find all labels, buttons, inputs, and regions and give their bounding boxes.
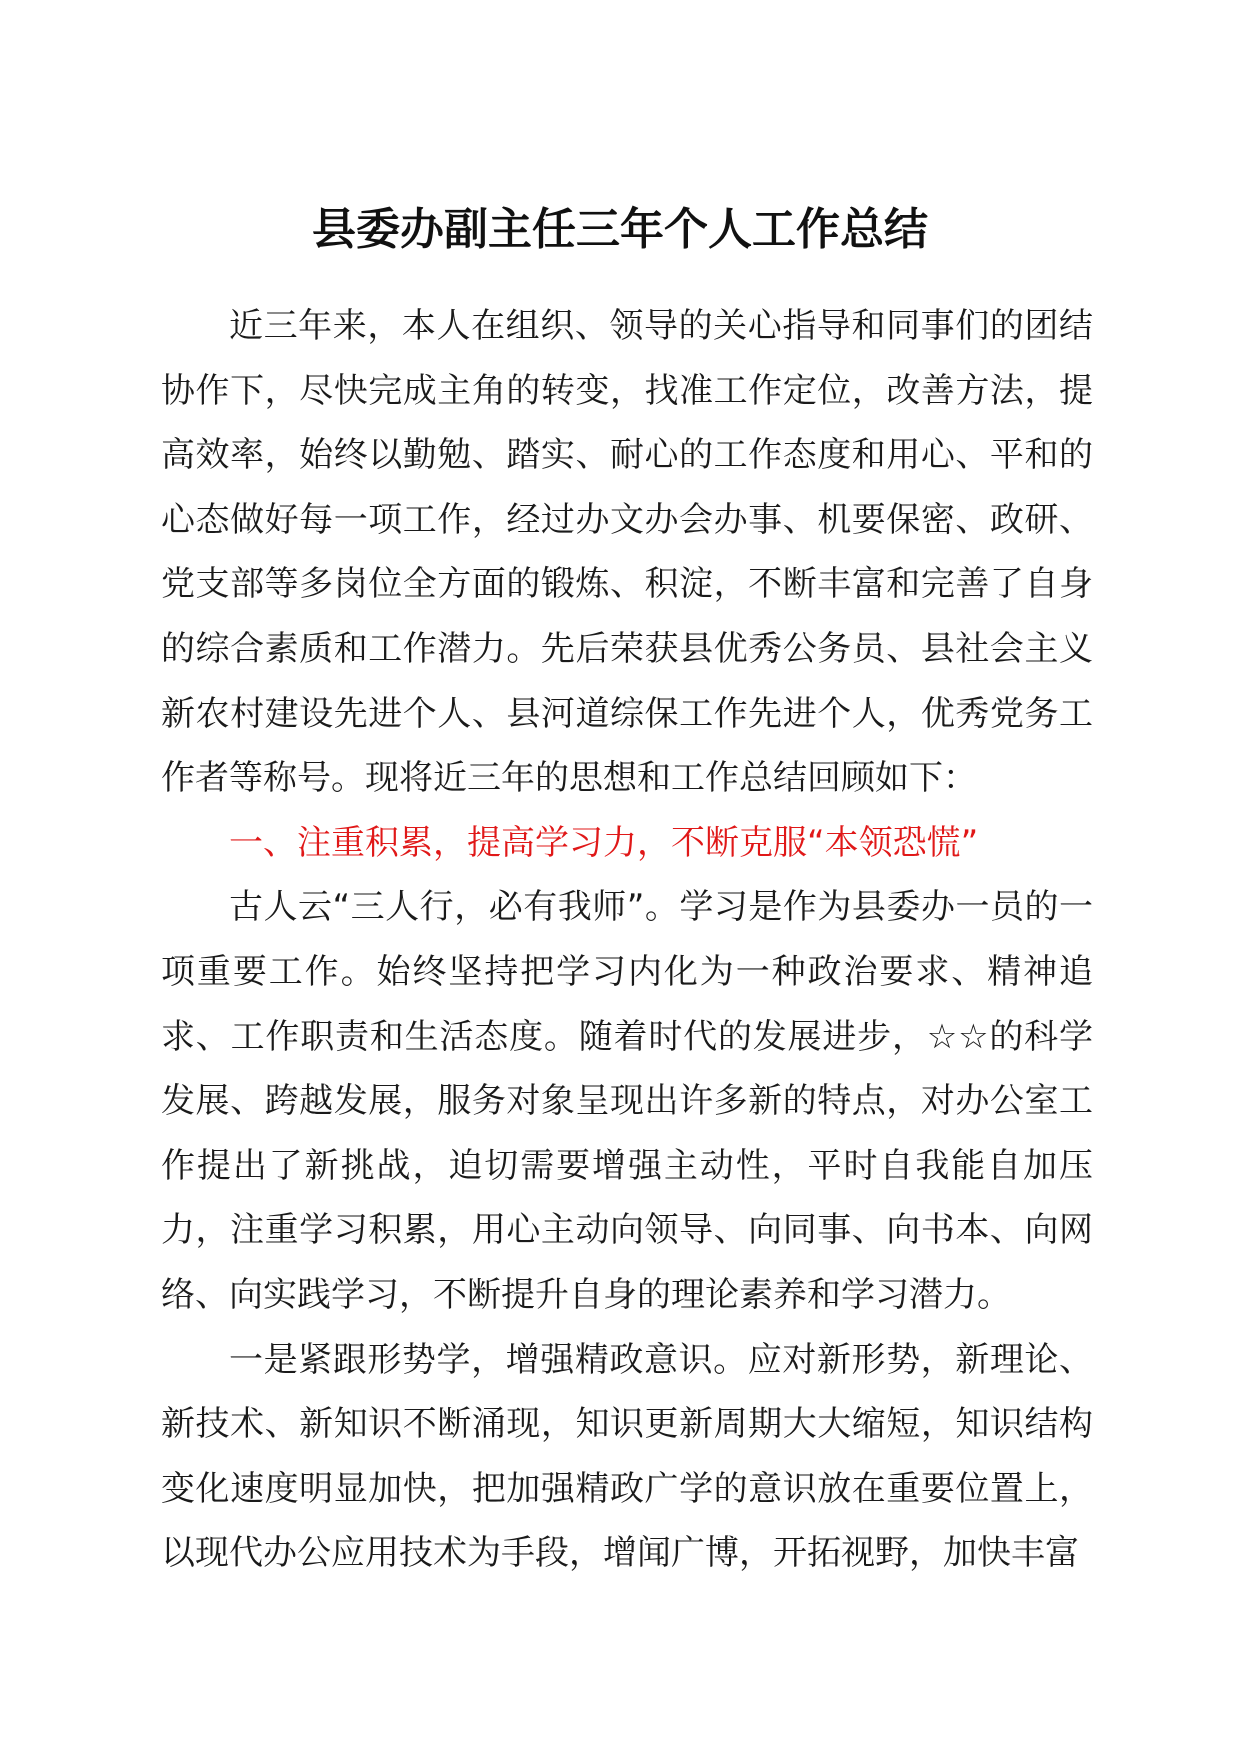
document-body	[161, 294, 1093, 1586]
first-point-paragraph: 一是紧跟形势学，增强精政意识。应对新形势，新理论、新技术、新知识不断涌现，知识更新周期大大缩短，知识结构变化速度明显加快，把加强精政广学的意识放在重要位置上，以现代办公应用技术为手段，增闻广博，开拓视野，加快丰富	[161, 1339, 1093, 1574]
document-title: 县委办副主任三年个人工作总结	[312, 204, 928, 255]
intro-paragraph: 近三年来，本人在组织、领导的关心指导和同事们的团结协作下，尽快完成主角的转变，找准工作定位，改善方法，提高效率，始终以勤勉、踏实、耐心的工作态度和用心、平和的心态做好每一项工作，经过办文办会办事、机要保密、政研、党支部等多岗位全方面的锻炼、积淀，不断丰富和完善了自身的综合素质和工作潜力。先后荣获县优秀公务员、县社会主义新农村建设先进个人、县河道综保工作先进个人，优秀党务工作者等称号。现将近三年的思想和工作总结回顾如下：	[161, 306, 1093, 799]
study-paragraph: 古人云“三人行，必有我师”。学习是作为县委办一员的一项重要工作。始终坚持把学习内化为一种政治要求、精神追求、工作职责和生活态度。随着时代的发展进步，☆☆的科学发展、跨越发展，服务对象呈现出许多新的特点，对办公室工作提出了新挑战，迫切需要增强主动性，平时自我能自加压力，注重学习积累，用心主动向领导、向同事、向书本、向网络、向实践学习，不断提升自身的理论素养和学习潜力。	[161, 887, 1093, 1315]
section-heading-1: 一、注重积累，提高学习力，不断克服“本领恐慌”	[229, 822, 979, 863]
